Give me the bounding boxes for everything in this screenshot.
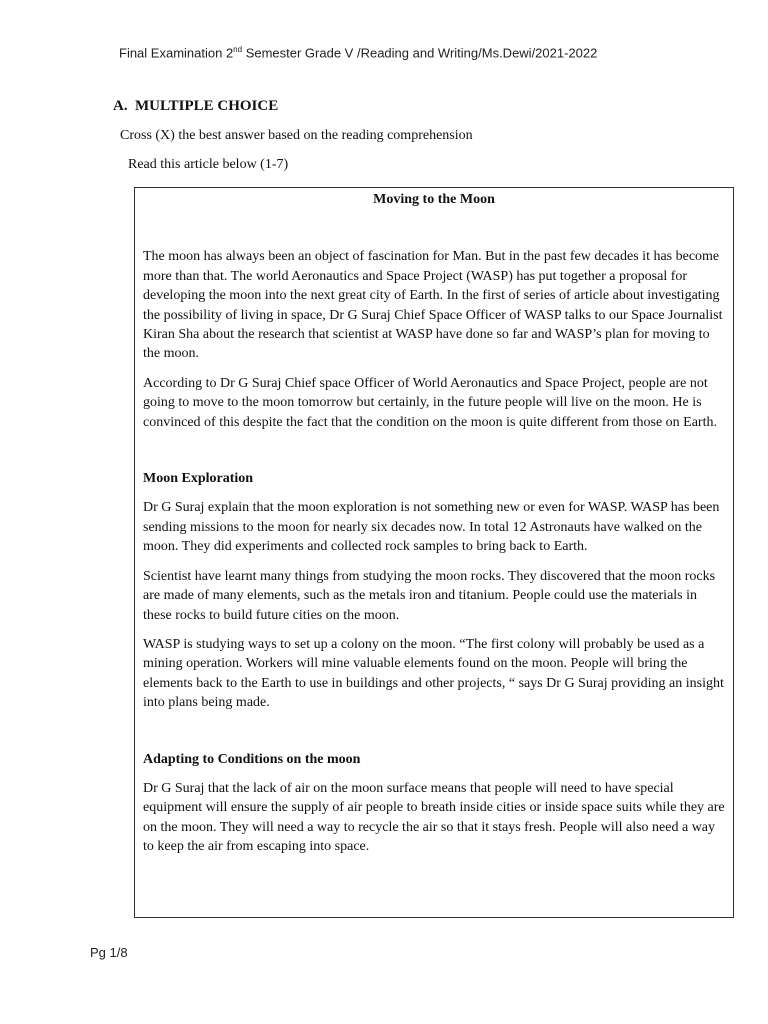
instruction-text: Cross (X) the best answer based on the reading comprehension	[120, 128, 473, 143]
header-superscript: nd	[233, 45, 243, 54]
read-instruction: Read this article below (1-7)	[128, 157, 289, 172]
header-text-start: Final Examination 2	[119, 45, 234, 61]
exploration-paragraph-3: WASP is studying ways to set up a colony on the moon. “The first colony will probably be used as a mining operation. Workers will mine valuable elements found on the moon. People will bring the elements back to the Earth to use in buildings and other projects, “ says Dr G Suraj providing an insight into plans being made.	[143, 636, 724, 711]
page-header	[119, 45, 597, 60]
section-number: A.	[113, 98, 128, 114]
adapting-conditions-heading: Adapting to Conditions on the moon	[143, 751, 361, 767]
article-paragraph-1: The moon has always been an object of fascination for Man. But in the past few decades it has become more than that. The world Aeronautics and Space Project (WASP) has put together a proposal for developing the moon into the next great city of Earth. In the first of series of article about investigating the possibility of living in space, Dr G Suraj Chief Space Officer of WASP talks to our Space Journalist Kiran Sha about the research that scientist at WASP have done so far and WASP’s plan for moving to the moon.	[143, 249, 723, 362]
section-title	[113, 98, 278, 115]
page-number: Pg 1/8	[90, 945, 128, 960]
article-title: Moving to the Moon	[373, 192, 495, 207]
article-box	[134, 187, 734, 918]
header-text-end: Semester Grade V /Reading and Writing/Ms.Dewi/2021-2022	[242, 45, 598, 61]
exploration-paragraph-2: Scientist have learnt many things from studying the moon rocks. They discovered that the moon rocks are made of many elements, such as the metals iron and titanium. People could use the materials in these rocks to build future cities on the moon.	[143, 568, 716, 623]
adapting-paragraph-1: Dr G Suraj that the lack of air on the moon surface means that people will need to have special equipment will ensure the supply of air people to breath inside cities or inside space suits while they are on the moon. They will need a way to recycle the air so that it stays fresh. People will also need a way to keep the air from escaping into space.	[143, 780, 725, 855]
article-paragraph-2: According to Dr G Suraj Chief space Officer of World Aeronautics and Space Project, people are not going to move to the moon tomorrow but certainly, in the future people will live on the moon. He is convinced of this despite the fact that the condition on the moon is quite different from those on Earth.	[143, 375, 717, 430]
section-heading: MULTIPLE CHOICE	[135, 98, 279, 114]
exploration-paragraph-1: Dr G Suraj explain that the moon exploration is not something new or even for WASP. WASP has been sending missions to the moon for nearly six decades now. In total 12 Astronauts have walked on the moon. They did experiments and collected rock samples to bring back to Earth.	[143, 500, 720, 555]
moon-exploration-heading: Moon Exploration	[143, 471, 254, 487]
